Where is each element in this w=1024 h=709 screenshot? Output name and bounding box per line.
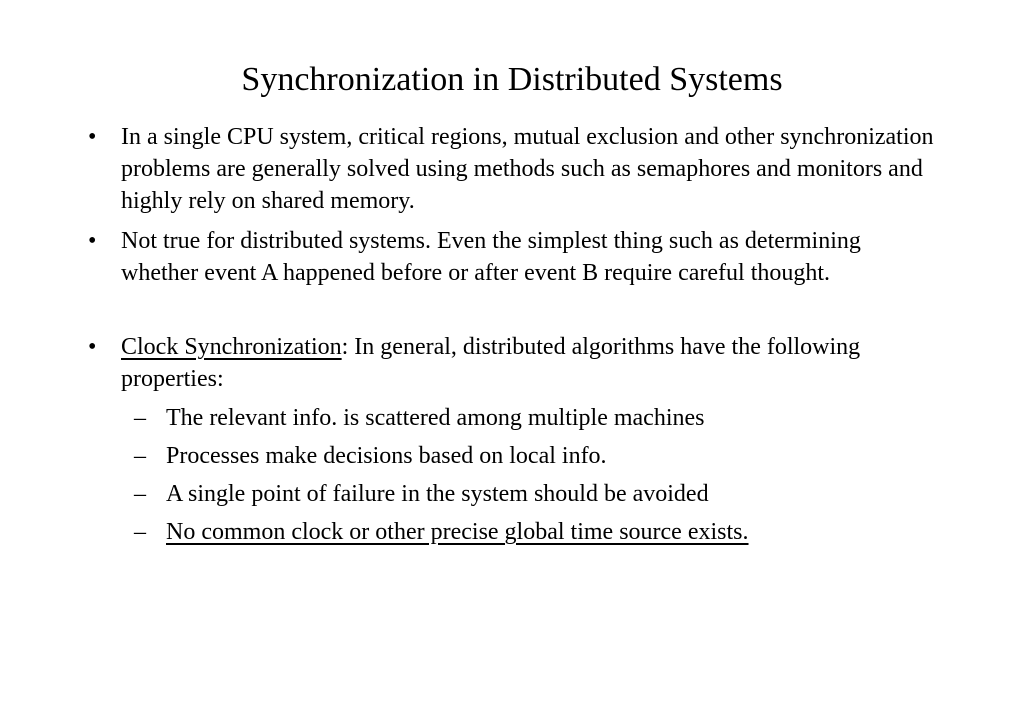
bullet-text: [121, 334, 860, 392]
bullet-text: In a single CPU system, critical regions, mutual exclusion and other synchronization problems are generally solved using methods such as semaphores and monitors and highly rely on shared memory.: [121, 124, 934, 214]
bullet-item: [0, 121, 940, 217]
bullet-text: Not true for distributed systems. Even the simplest thing such as determining whether event A happened before or after event B require careful thought.: [121, 228, 861, 286]
sub-bullet-item: [0, 402, 990, 434]
bullet-item: [0, 331, 940, 395]
sub-bullet-text: The relevant info. is scattered among multiple machines: [166, 405, 705, 431]
dash-icon: –: [134, 481, 146, 507]
bullet-dot-icon: •: [88, 124, 97, 150]
sub-bullet-item: [0, 478, 990, 510]
dash-icon: –: [134, 443, 146, 469]
sub-bullet-text: A single point of failure in the system should be avoided: [166, 481, 709, 507]
dash-icon: –: [134, 405, 146, 431]
sub-bullet-text-underlined: No common clock or other precise global time source exists.: [166, 519, 749, 545]
sub-bullet-item: [0, 440, 990, 472]
bullet-text-rest: : In general, distributed algorithms have the following properties:: [121, 334, 861, 392]
bullet-item: [0, 225, 940, 289]
bullet-dot-icon: •: [88, 334, 97, 360]
bullet-dot-icon: •: [88, 228, 97, 254]
slide-title: Synchronization in Distributed Systems: [241, 61, 783, 98]
dash-icon: –: [134, 519, 146, 545]
slide-body: [0, 121, 1024, 548]
bullet-text-underlined: Clock Synchronization: [121, 334, 342, 360]
sub-bullet-text: Processes make decisions based on local info.: [166, 443, 607, 469]
sub-bullet-item: [0, 516, 990, 548]
